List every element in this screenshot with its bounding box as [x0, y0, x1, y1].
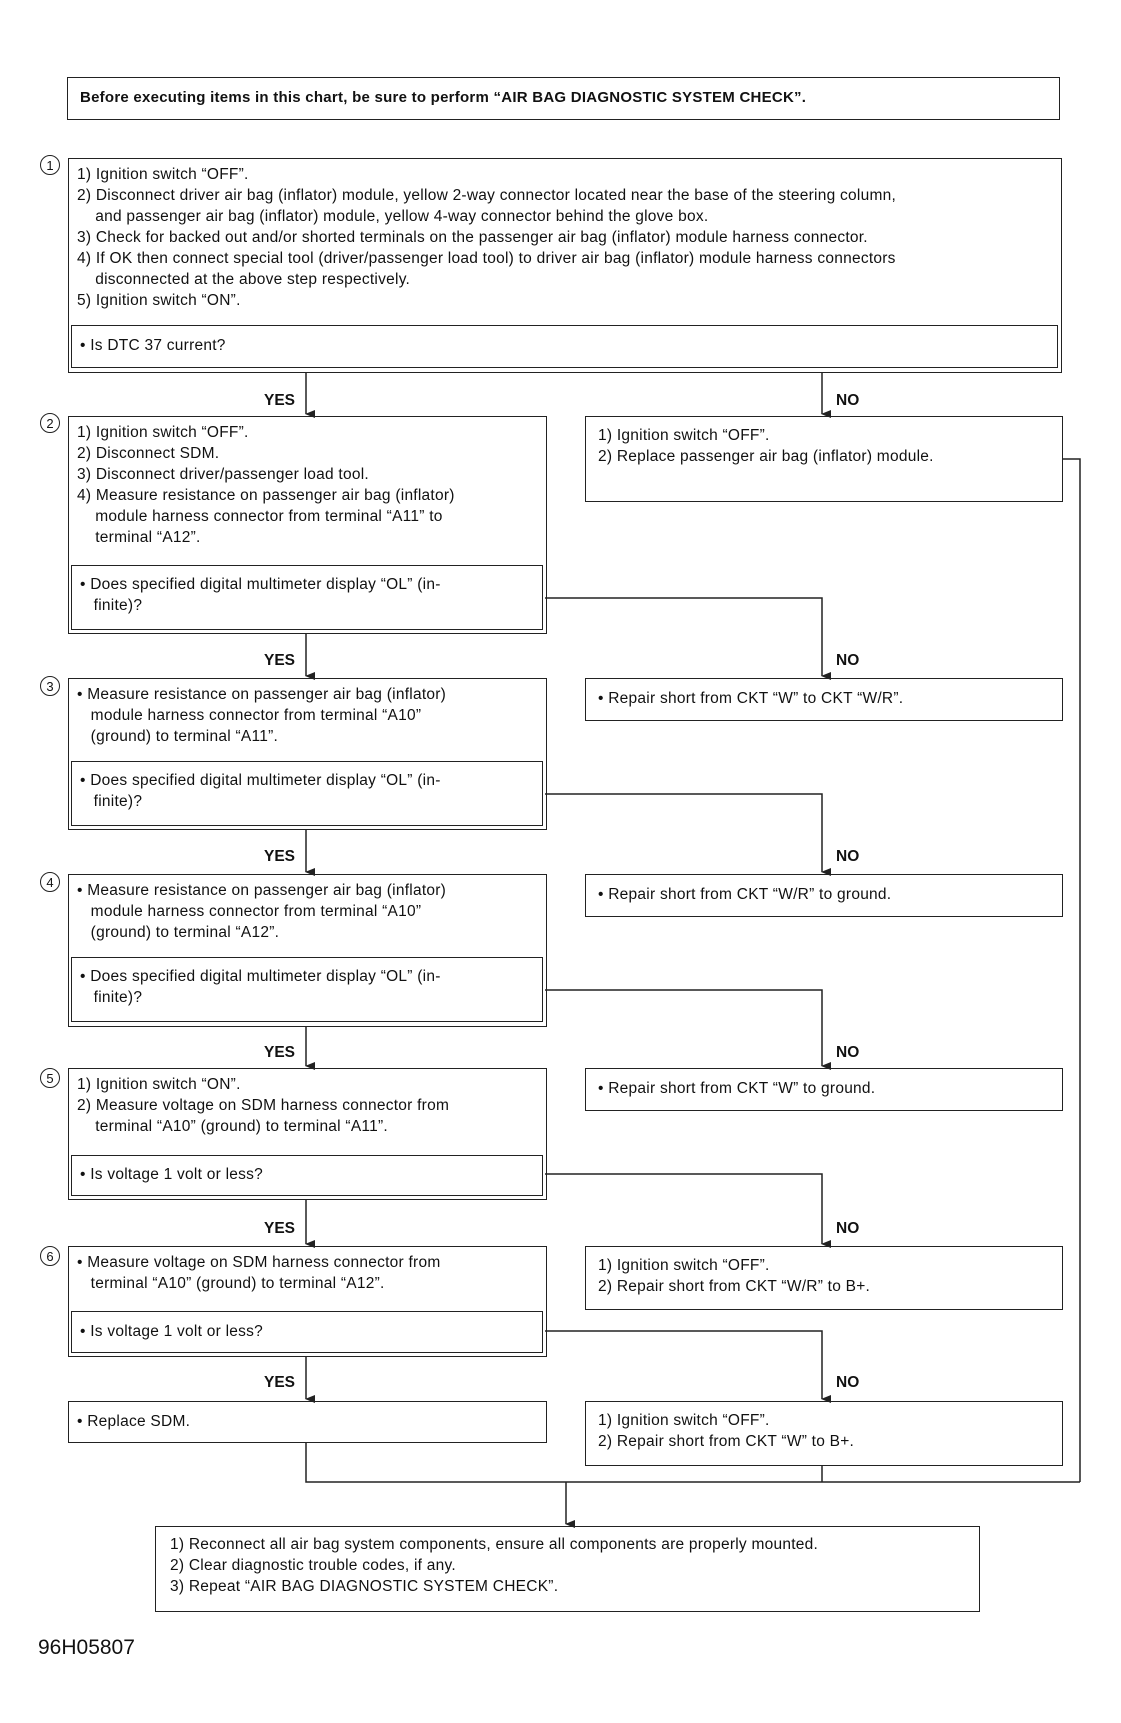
step-1-line-6: disconnected at the above step respectively.: [77, 271, 411, 288]
no-action-text-6: 1) Ignition switch “OFF”. 2) Repair short from CKT “W” to B+.: [598, 1412, 855, 1450]
step-2-question: • Does specified digital multimeter display “OL” (in- finite)?: [80, 576, 441, 614]
final-line-3: 3) Repeat “AIR BAG DIAGNOSTIC SYSTEM CHECK”.: [170, 1578, 559, 1595]
line-no1-return: [1063, 459, 1080, 1482]
step-4-line-1: • Measure resistance on passenger air bag (inflator): [77, 882, 447, 899]
step-6-line-1: • Measure voltage on SDM harness connector from: [77, 1254, 441, 1271]
step-4-question: • Does specified digital multimeter display “OL” (in- finite)?: [80, 968, 441, 1006]
line-replace-sdm-down: [306, 1443, 1080, 1482]
step-6-question: • Is voltage 1 volt or less?: [80, 1323, 264, 1340]
step-6-line-2: terminal “A10” (ground) to terminal “A12”.: [77, 1275, 385, 1292]
step-number-5: 5: [40, 1068, 60, 1088]
yes-label-1: YES: [264, 392, 296, 409]
arrow-step6-no: [545, 1331, 822, 1399]
step-1-line-1: 1) Ignition switch “OFF”.: [77, 166, 249, 183]
step-5-line-2: 2) Measure voltage on SDM harness connector from: [77, 1097, 450, 1114]
no-label-1: NO: [836, 392, 860, 409]
step-5-line-3: terminal “A10” (ground) to terminal “A11”.: [77, 1118, 388, 1135]
figure-code: 96H05807: [38, 1636, 135, 1659]
yes-label-2: YES: [264, 652, 296, 669]
step-number-6: 6: [40, 1246, 60, 1266]
no-action-text-3: • Repair short from CKT “W/R” to ground.: [598, 886, 892, 903]
step-2-line-1: 1) Ignition switch “OFF”.: [77, 424, 249, 441]
no-label-4: NO: [836, 1044, 860, 1061]
step-number-4: 4: [40, 872, 60, 892]
arrow-step3-no: [545, 794, 822, 872]
no-action-text-4: • Repair short from CKT “W” to ground.: [598, 1080, 876, 1097]
step-2-line-2: 2) Disconnect SDM.: [77, 445, 220, 462]
no-label-6: NO: [836, 1374, 860, 1391]
no-label-2: NO: [836, 652, 860, 669]
yes-label-6: YES: [264, 1374, 296, 1391]
step-number-2: 2: [40, 413, 60, 433]
step-5-question: • Is voltage 1 volt or less?: [80, 1166, 264, 1183]
step-2-line-6: terminal “A12”.: [77, 529, 201, 546]
step-number-3: 3: [40, 676, 60, 696]
arrow-step5-no: [545, 1174, 822, 1244]
no-action-text-1: 1) Ignition switch “OFF”. 2) Replace passenger air bag (inflator) module.: [598, 427, 934, 465]
step-number-1: 1: [40, 155, 60, 175]
step-3-line-2: module harness connector from terminal “A10”: [77, 707, 422, 724]
no-label-3: NO: [836, 848, 860, 865]
step-2-line-3: 3) Disconnect driver/passenger load tool.: [77, 466, 369, 483]
step-3-line-3: (ground) to terminal “A11”.: [77, 728, 279, 745]
step-1-line-5: 4) If OK then connect special tool (driver/passenger load tool) to driver air bag (inflator) module harness connectors: [77, 250, 896, 267]
yes-label-4: YES: [264, 1044, 296, 1061]
final-line-2: 2) Clear diagnostic trouble codes, if any.: [170, 1557, 456, 1574]
no-label-5: NO: [836, 1220, 860, 1237]
step-1-line-4: 3) Check for backed out and/or shorted terminals on the passenger air bag (inflator) module harness connector.: [77, 229, 868, 246]
replace-sdm-text: • Replace SDM.: [77, 1413, 191, 1430]
step-2-line-4: 4) Measure resistance on passenger air bag (inflator): [77, 487, 455, 504]
step-4-line-2: module harness connector from terminal “A10”: [77, 903, 422, 920]
step-3-question: • Does specified digital multimeter display “OL” (in- finite)?: [80, 772, 441, 810]
step-1-line-3: and passenger air bag (inflator) module, yellow 4-way connector behind the glove box.: [77, 208, 709, 225]
step-3-line-1: • Measure resistance on passenger air bag (inflator): [77, 686, 447, 703]
step-5-line-1: 1) Ignition switch “ON”.: [77, 1076, 241, 1093]
step-2-line-5: module harness connector from terminal “A11” to: [77, 508, 443, 525]
step-1-question: • Is DTC 37 current?: [80, 337, 226, 354]
arrow-step4-no: [545, 990, 822, 1066]
final-line-1: 1) Reconnect all air bag system components, ensure all components are properly mounted.: [170, 1536, 819, 1553]
step-4-line-3: (ground) to terminal “A12”.: [77, 924, 280, 941]
arrow-step2-no: [545, 598, 822, 676]
no-action-text-5: 1) Ignition switch “OFF”. 2) Repair short from CKT “W/R” to B+.: [598, 1257, 871, 1295]
yes-label-3: YES: [264, 848, 296, 865]
no-action-text-2: • Repair short from CKT “W” to CKT “W/R”.: [598, 690, 904, 707]
header-note-text: Before executing items in this chart, be sure to perform “AIR BAG DIAGNOSTIC SYSTEM CHECK”.: [80, 89, 807, 106]
yes-label-5: YES: [264, 1220, 296, 1237]
step-1-line-2: 2) Disconnect driver air bag (inflator) module, yellow 2-way connector located near the base of the steering column,: [77, 187, 897, 204]
step-1-line-7: 5) Ignition switch “ON”.: [77, 292, 241, 309]
